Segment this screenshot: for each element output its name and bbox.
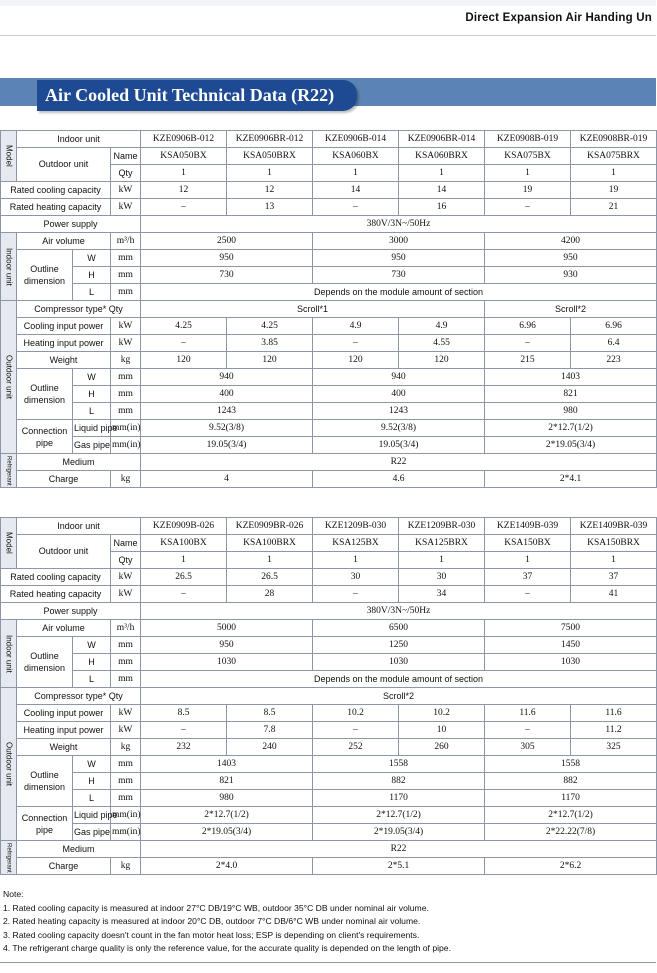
outdoor-model: KSA060BRX	[399, 148, 485, 165]
indoor-model: KZE0909B-026	[141, 518, 227, 535]
indoor-model: KZE1409B-039	[485, 518, 571, 535]
rated-cooling-label: Rated cooling capacity	[1, 182, 111, 199]
outdoor-model: KSA125BRX	[399, 535, 485, 552]
group-outdoor: Outdoor unit	[1, 301, 17, 454]
bottom-rule	[0, 962, 656, 963]
group-model: Model	[1, 518, 17, 569]
notes	[3, 888, 653, 956]
indoor-model: KZE0909BR-026	[227, 518, 313, 535]
group-refrigerant: Refrigerant	[1, 841, 17, 875]
outdoor-model: KSA050BX	[141, 148, 227, 165]
indoor-model: KZE1409BR-039	[571, 518, 657, 535]
note-item: 3. Rated cooling capacity doesn't count in the fan motor heat loss; ESP is depending on client's requirements.	[3, 929, 420, 940]
indoor-model: KZE1209B-030	[313, 518, 399, 535]
group-indoor: Indoor unit	[1, 233, 17, 301]
section-title: Air Cooled Unit Technical Data (R22)	[37, 80, 357, 111]
notes-heading: Note:	[3, 889, 24, 899]
group-refrigerant: Refrigerant	[1, 454, 17, 488]
note-item: 2. Rated heating capacity is measured at indoor 20°C DB, outdoor 7°C DB/6°C WB under nominal air volume.	[3, 916, 421, 927]
outdoor-model: KSA060BX	[313, 148, 399, 165]
indoor-model: KZE0906B-012	[141, 131, 227, 148]
group-model: Model	[1, 131, 17, 182]
rated-heating-label: Rated heating capacity	[1, 586, 111, 603]
power-supply-value: 380V/3N~/50Hz	[141, 216, 657, 233]
spec-table-1: Model Indoor unit KZE0906B-012 KZE0906BR-012 KZE0906B-014 KZE0906BR-014 KZE0908B-019 KZE0908BR-019 Outdoor unit Name KSA050BX KSA050BRX KSA060BX KSA060BRX KSA075BX KSA075BRX Qty 1 1 1 1 1 1 Rated cooling capacity kW 12 12 14 14 19 19 Rated heating capacity kW – 13 – 16 – 21 Power supply 380V/3N~/50Hz Indoor unit Air volume m³/h 2500 3000 4200 Outline dimension W mm 950 950 950 H mm 730 730 930 L mm Depends on the module amount of section Outdoor unit Compressor type* Qty Scroll*1 Scroll*2 Cooling input power kW 4.25 4.25 4.9 4.9 6.96 6.96 Heating input power kW – 3.85 – 4.55 – 6.4 Weight kg 120 120 120 120 215 223 Outline dimension W mm 940 940 1403 H mm 400 400 821 L mm 1243 1243 980 Connection pipe Liquid pipe mm(in) 9.52(3/8) 9.52(3/8) 2*12.7(1/2) Gas pipe mm(in) 19.05(3/4) 19.05(3/4) 2*19.05(3/4) Refrigerant Medium R22 Charge kg 4 4.6 2*4.1	[0, 130, 657, 488]
group-indoor: Indoor unit	[1, 620, 17, 688]
spec-table-2: Model Indoor unit KZE0909B-026 KZE0909BR-026 KZE1209B-030 KZE1209BR-030 KZE1409B-039 KZE1409BR-039 Outdoor unit Name KSA100BX KSA100BRX KSA125BX KSA125BRX KSA150BX KSA150BRX Qty 1 1 1 1 1 1 Rated cooling capacity kW 26.5 26.5 30 30 37 37 Rated heating capacity kW – 28 – 34 – 41 Power supply 380V/3N~/50Hz Indoor unit Air volume m³/h 5000 6500 7500 Outline dimension W mm 950 1250 1450 H mm 1030 1030 1030 L mm Depends on the module amount of section Outdoor unit Compressor type* Qty Scroll*2 Cooling input power kW 8.5 8.5 10.2 10.2 11.6 11.6 Heating input power kW – 7.8 – 10 – 11.2 Weight kg 232 240 252 260 305 325 Outline dimension W mm 1403 1558 1558 H mm 821 882 882 L mm 980 1170 1170 Connection pipe Liquid pipe mm(in) 2*12.7(1/2) 2*12.7(1/2) 2*12.7(1/2) Gas pipe mm(in) 2*19.05(3/4) 2*19.05(3/4) 2*22.22(7/8) Refrigerant Medium R22 Charge kg 2*4.0 2*5.1 2*6.2	[0, 517, 657, 875]
page-header-title: Direct Expansion Air Handing Un	[465, 12, 652, 24]
outdoor-model: KSA075BX	[485, 148, 571, 165]
outdoor-model: KSA100BRX	[227, 535, 313, 552]
indoor-model: KZE0906BR-012	[227, 131, 313, 148]
indoor-model: KZE0908B-019	[485, 131, 571, 148]
header-rule	[0, 35, 656, 36]
outdoor-model: KSA125BX	[313, 535, 399, 552]
note-item: 1. Rated cooling capacity is measured at indoor 27°C DB/19°C WB, outdoor 35°C DB under nominal air volume.	[3, 902, 429, 913]
outdoor-model: KSA150BRX	[571, 535, 657, 552]
group-outdoor: Outdoor unit	[1, 688, 17, 841]
power-supply-value: 380V/3N~/50Hz	[141, 603, 657, 620]
indoor-model: KZE0906B-014	[313, 131, 399, 148]
outdoor-model: KSA100BX	[141, 535, 227, 552]
rated-heating-label: Rated heating capacity	[1, 199, 111, 216]
outdoor-model: KSA075BRX	[571, 148, 657, 165]
outdoor-model: KSA050BRX	[227, 148, 313, 165]
indoor-model: KZE1209BR-030	[399, 518, 485, 535]
outdoor-model: KSA150BX	[485, 535, 571, 552]
top-strip	[0, 0, 656, 6]
rated-cooling-label: Rated cooling capacity	[1, 569, 111, 586]
note-item: 4. The refrigerant charge quality is only the reference value, for the accurate quality is depended on the length of pipe.	[3, 943, 451, 954]
indoor-model: KZE0908BR-019	[571, 131, 657, 148]
indoor-model: KZE0906BR-014	[399, 131, 485, 148]
